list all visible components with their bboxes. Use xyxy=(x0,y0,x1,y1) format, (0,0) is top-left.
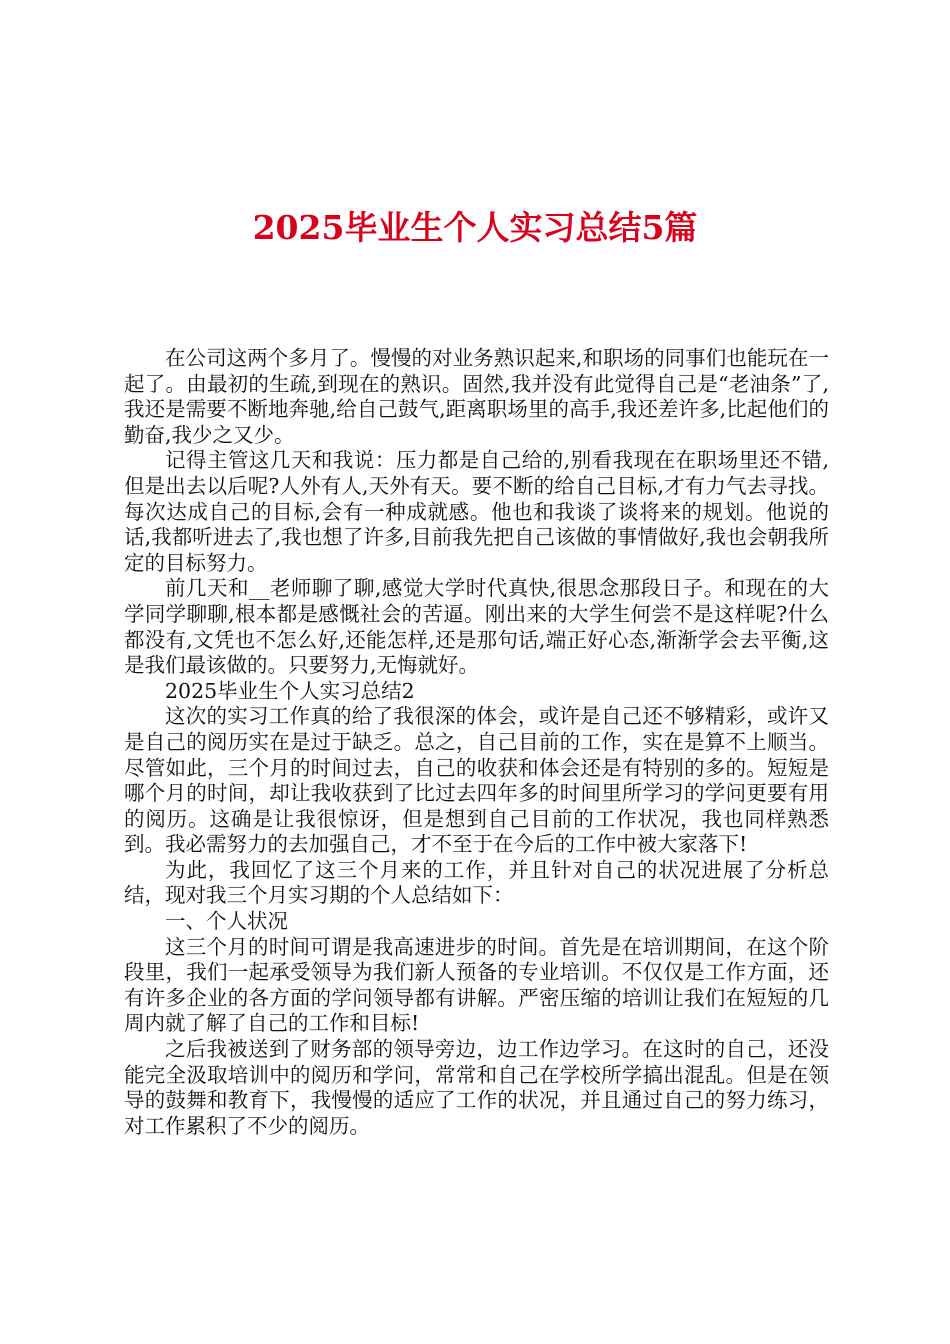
section-heading: 2025毕业生个人实习总结2 xyxy=(165,678,415,703)
body-paragraph: 在公司这两个多月了。慢慢的对业务熟识起来,和职场的同事们也能玩在一起了。由最初的生疏,到现在的熟识。固然,我并没有此觉得自己是“老油条”了,我还是需要不断地奔驰,给自己鼓气,距离职场里的高手,我还差许多,比起他们的勤奋,我少之又少。 xyxy=(124,346,829,447)
body-paragraph: 这次的实习工作真的给了我很深的体会，或许是自己还不够精彩，或许又是自己的阅历实在是过于缺乏。总之，自己目前的工作，实在是算不上顺当。尽管如此，三个月的时间过去，自己的收获和体会还是有特别的多的。短短是哪个月的时间，却让我收获到了比过去四年多的时间里所学习的学问更要有用的阅历。这确是让我很惊讶，但是想到自己目前的工作状况，我也同样熟悉到。我必需努力的去加强自己，才不至于在今后的工作中被大家落下! xyxy=(124,704,829,857)
document-title: 2025毕业生个人实习总结5篇 xyxy=(252,208,698,247)
body-paragraph: 之后我被送到了财务部的领导旁边，边工作边学习。在这时的自己，还没能完全汲取培训中的阅历和学问，常常和自己在学校所学搞出混乱。但是在领导的鼓舞和教育下，我慢慢的适应了工作的状况，并且通过自己的努力练习，对工作累积了不少的阅历。 xyxy=(124,1037,829,1138)
body-paragraph: 前几天和__老师聊了聊,感觉大学时代真快,很思念那段日子。和现在的大学同学聊聊,根本都是感慨社会的苦逼。刚出来的大学生何尝不是这样呢?什么都没有,文凭也不怎么好,还能怎样,还是那句话,端正好心态,渐渐学会去平衡,这是我们最该做的。只要努力,无悔就好。 xyxy=(124,576,829,678)
body-paragraph: 记得主管这几天和我说：压力都是自己给的,别看我现在在职场里还不错,但是出去以后呢?人外有人,天外有天。要不断的给自己目标,才有力气去寻找。每次达成自己的目标,会有一种成就感。他也和我谈了谈将来的规划。他说的话,我都听进去了,我也想了许多,目前我先把自己该做的事情做好,我也会朝我所定的目标努力。 xyxy=(124,448,829,575)
section-heading: 一、个人状况 xyxy=(165,909,288,934)
body-paragraph: 这三个月的时间可谓是我高速进步的时间。首先是在培训期间，在这个阶段里，我们一起承受领导为我们新人预备的专业培训。不仅仅是工作方面，还有许多企业的各方面的学问领导都有讲解。严密压缩的培训让我们在短短的几周内就了解了自己的工作和目标! xyxy=(124,934,829,1036)
body-paragraph: 为此，我回忆了这三个月来的工作，并且针对自己的状况进展了分析总结，现对我三个月实习期的个人总结如下： xyxy=(124,857,829,908)
document-body xyxy=(124,346,829,1139)
